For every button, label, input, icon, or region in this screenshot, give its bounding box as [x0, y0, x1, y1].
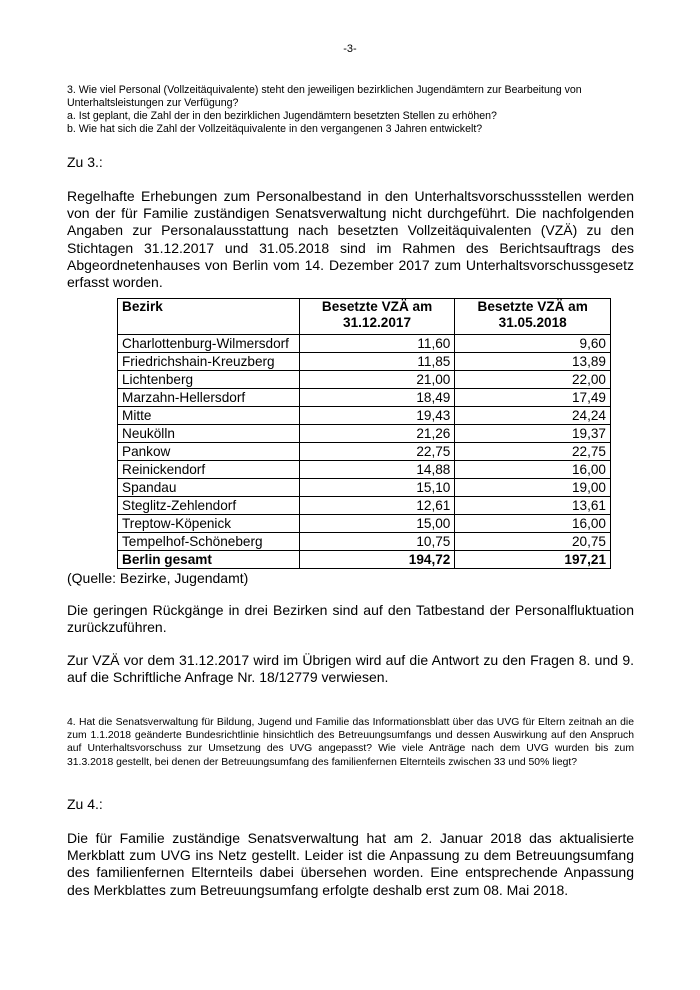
question-4: 4. Hat die Senatsverwaltung für Bildung, Jugend und Familie das Informationsblatt über das UVG für Eltern zeitnah an die zum 1.1.2018 geänderte Bundesrichtlinie hinsichtlich des Betreuungsumfangs und dessen Auswirkung auf den Anspruch auf Unterhaltsvorschuss zur Umsetzung des UVG angepasst? Wie viele Anträge nach dem UVG wurden bis zum 31.3.2018 gestellt, bei denen der Betreuungsumfang des familienfernen Elternteils zwischen 33 und 50% liegt?: [67, 717, 634, 768]
question-3a: a. Ist geplant, die Zahl der in den bezirklichen Jugendämtern besetzten Stellen zu erhöhen?: [67, 110, 497, 122]
cell-bezirk: Neukölln: [118, 425, 300, 443]
cell-vza-2017: 14,88: [299, 461, 455, 479]
header-vza-2018: Besetzte VZÄ am 31.05.2018: [455, 299, 611, 335]
table-total-row: [118, 551, 611, 569]
cell-vza-2018: 19,37: [455, 425, 611, 443]
cell-vza-2018: 9,60: [455, 335, 611, 353]
cell-bezirk: Spandau: [118, 479, 300, 497]
table-row: [118, 461, 611, 479]
table-row: [118, 407, 611, 425]
cell-vza-2018: 22,00: [455, 371, 611, 389]
cell-vza-2017: 11,60: [299, 335, 455, 353]
cell-vza-2018: 16,00: [455, 461, 611, 479]
table-body: [118, 335, 611, 569]
cell-vza-2017: 21,00: [299, 371, 455, 389]
cell-bezirk: Treptow-Köpenick: [118, 515, 300, 533]
cell-vza-2017: 18,49: [299, 389, 455, 407]
table-source: (Quelle: Bezirke, Jugendamt): [67, 570, 249, 586]
cell-vza-2017: 15,10: [299, 479, 455, 497]
cell-vza-2018: 19,00: [455, 479, 611, 497]
table-row: [118, 425, 611, 443]
table-row: [118, 533, 611, 551]
cell-bezirk: Lichtenberg: [118, 371, 300, 389]
cell-vza-2018: 17,49: [455, 389, 611, 407]
cell-bezirk: Reinickendorf: [118, 461, 300, 479]
fluctuation-note: Die geringen Rückgänge in drei Bezirken sind auf den Tatbestand der Personalfluktuation zurückzuführen.: [67, 602, 634, 636]
question-3b: b. Wie hat sich die Zahl der Vollzeitäquivalente in den vergangenen 3 Jahren entwickelt?: [67, 123, 483, 135]
table-row: [118, 479, 611, 497]
cell-vza-2018: 13,89: [455, 353, 611, 371]
answer-4-heading: Zu 4.:: [67, 796, 103, 812]
cell-vza-2018: 13,61: [455, 497, 611, 515]
cell-vza-2017: 19,43: [299, 407, 455, 425]
staffing-table: [117, 298, 611, 569]
table-row: [118, 497, 611, 515]
cell-vza-2017: 11,85: [299, 353, 455, 371]
reference-note: Zur VZÄ vor dem 31.12.2017 wird im Übrigen wird auf die Antwort zu den Fragen 8. und 9. auf die Schriftliche Anfrage Nr. 18/12779 verwiesen.: [67, 652, 634, 686]
cell-vza-2018: 22,75: [455, 443, 611, 461]
table-row: [118, 353, 611, 371]
answer-4-text: Die für Familie zuständige Senatsverwaltung hat am 2. Januar 2018 das aktualisierte Merkblatt zum UVG ins Netz gestellt. Leider ist die Anpassung zu dem Betreuungsumfang des familienfernen Elternteils dabei übersehen worden. Eine entsprechende Anpassung des Merkblattes zum Betreuungsumfang erfolgte deshalb erst zum 08. Mai 2018.: [67, 830, 634, 898]
table-row: [118, 515, 611, 533]
cell-vza-2017: 22,75: [299, 443, 455, 461]
cell-vza-2017: 10,75: [299, 533, 455, 551]
page-number: -3-: [343, 43, 357, 55]
answer-3-heading: Zu 3.:: [67, 154, 103, 170]
answer-3-intro: Regelhafte Erhebungen zum Personalbestand in den Unterhaltsvorschussstellen werden von der für Familie zuständigen Senatsverwaltung nicht durchgeführt. Die nachfolgenden Angaben zur Personalausstattung nach besetzten Vollzeitäquivalenten (VZÄ) zu den Stichtagen 31.12.2017 und 31.05.2018 sind im Rahmen des Berichtsauftrags des Abgeordnetenhauses von Berlin vom 14. Dezember 2017 zum Unterhaltsvorschussgesetz erfasst worden.: [67, 188, 634, 291]
cell-vza-2017: 15,00: [299, 515, 455, 533]
cell-bezirk: Mitte: [118, 407, 300, 425]
cell-bezirk: Tempelhof-Schöneberg: [118, 533, 300, 551]
header-vza-2017: Besetzte VZÄ am 31.12.2017: [299, 299, 455, 335]
cell-vza-2017: 12,61: [299, 497, 455, 515]
cell-bezirk: Charlottenburg-Wilmersdorf: [118, 335, 300, 353]
table-row: [118, 389, 611, 407]
cell-vza-2018: 24,24: [455, 407, 611, 425]
total-vza-2017: 194,72: [299, 551, 455, 569]
cell-bezirk: Friedrichshain-Kreuzberg: [118, 353, 300, 371]
cell-bezirk: Steglitz-Zehlendorf: [118, 497, 300, 515]
cell-vza-2018: 20,75: [455, 533, 611, 551]
table-row: [118, 371, 611, 389]
total-label: Berlin gesamt: [118, 551, 300, 569]
table-row: [118, 335, 611, 353]
total-vza-2018: 197,21: [455, 551, 611, 569]
table-header-row: [118, 299, 611, 335]
table-row: [118, 443, 611, 461]
cell-bezirk: Pankow: [118, 443, 300, 461]
question-3: [67, 84, 634, 136]
cell-bezirk: Marzahn-Hellersdorf: [118, 389, 300, 407]
question-3-main: 3. Wie viel Personal (Vollzeitäquivalente) steht den jeweiligen bezirklichen Jugendämtern zur Bearbeitung von Unterhaltsleistungen zur Verfügung?: [67, 84, 582, 109]
cell-vza-2017: 21,26: [299, 425, 455, 443]
cell-vza-2018: 16,00: [455, 515, 611, 533]
header-bezirk: Bezirk: [118, 299, 300, 335]
